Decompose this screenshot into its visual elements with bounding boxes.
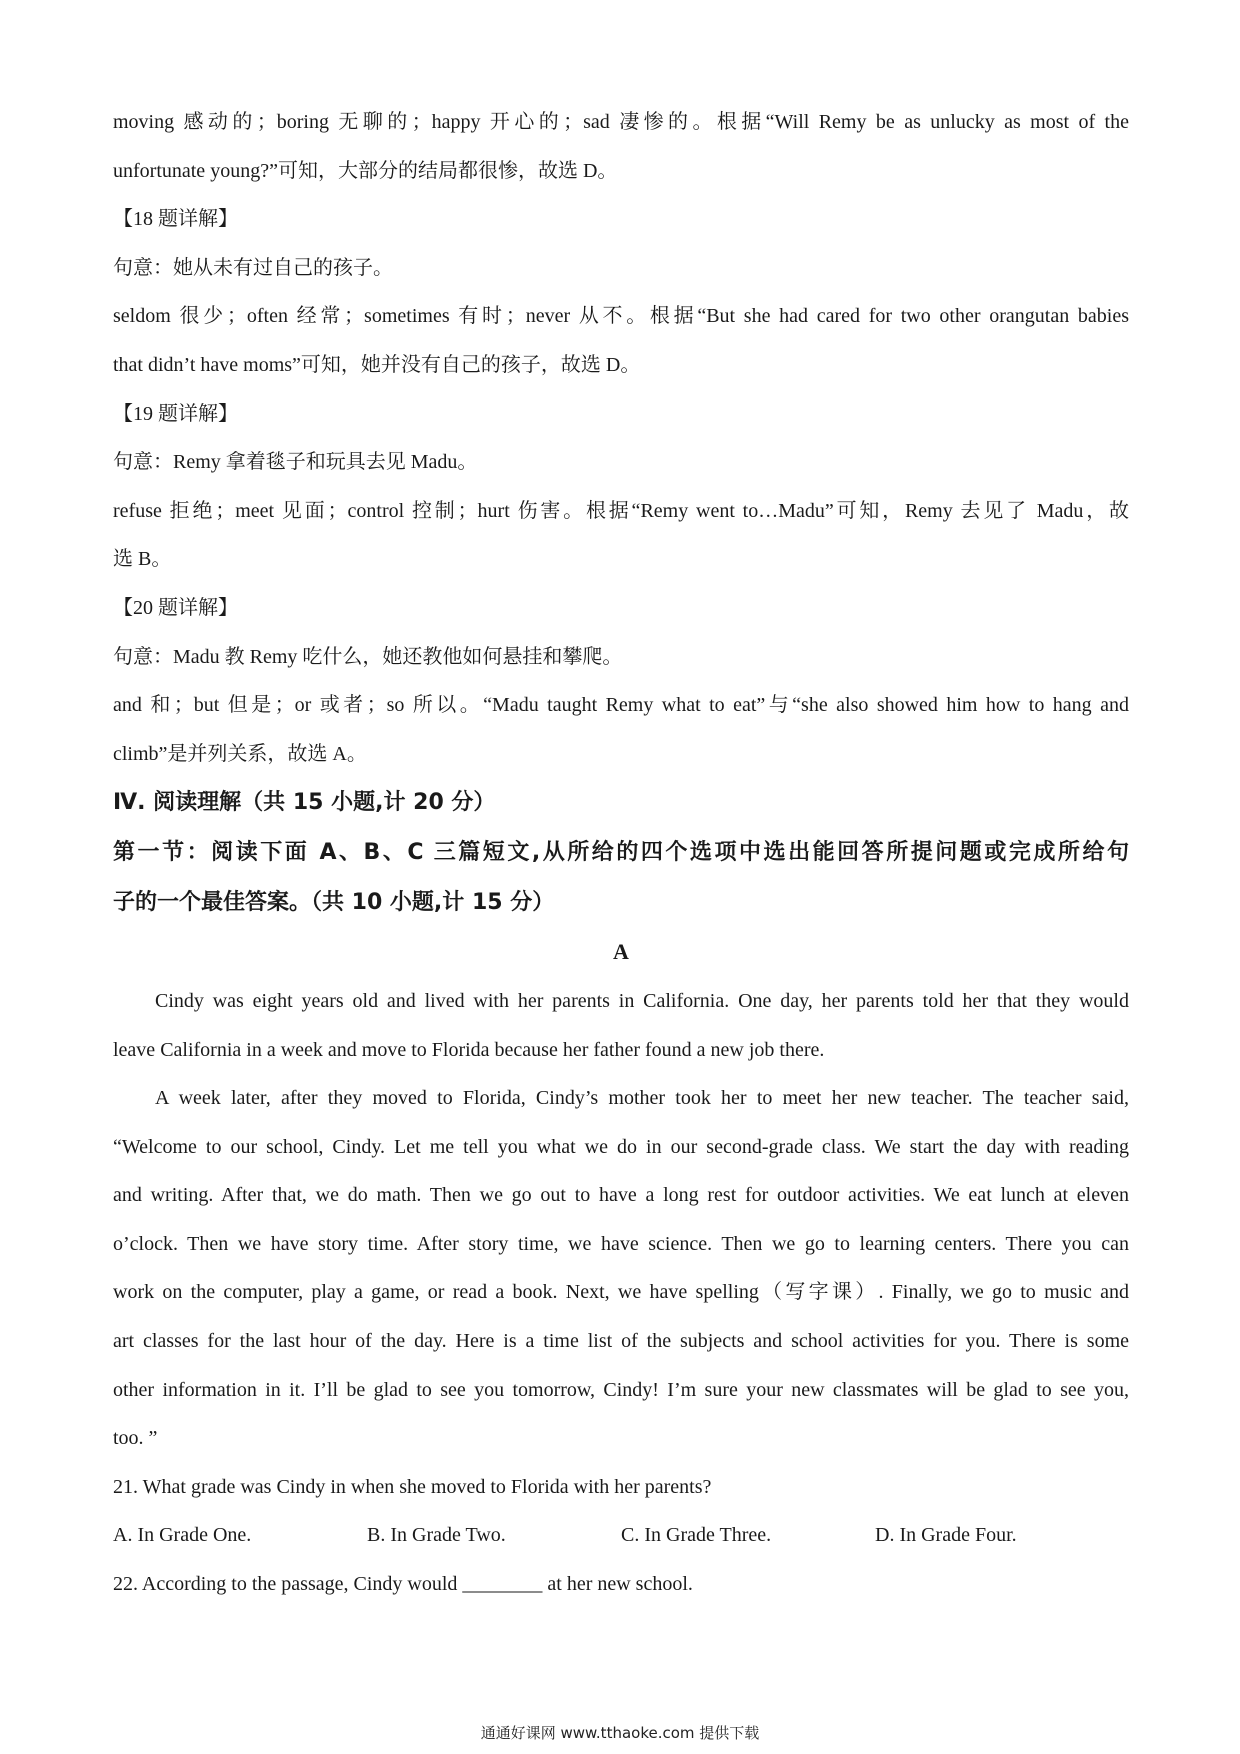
text-line: 句意：Madu 教 Remy 吃什么，她还教他如何悬挂和攀爬。	[113, 645, 623, 668]
section-instruction: 子的一个最佳答案。（共 10 小题,计 15 分）	[113, 890, 555, 916]
page-footer: 通通好课网 www.tthaoke.com 提供下载	[480, 1724, 760, 1742]
passage-paragraph: o’clock. Then we have story time. After story time, we have science. Then we go to learning centers. There you can	[113, 1232, 1129, 1255]
text-line: seldom 很少；often 经常；sometimes 有时；never 从不。根据“But she had cared for two other orangutan babies	[113, 305, 1129, 328]
option-c: C. In Grade Three.	[621, 1524, 772, 1547]
option-d: D. In Grade Four.	[875, 1524, 1017, 1547]
text-line: and 和；but 但是；or 或者；so 所以。“Madu taught Remy what to eat”与“she also showed him how to hang and	[113, 694, 1129, 717]
text-line: 句意：Remy 拿着毯子和玩具去见 Madu。	[113, 451, 478, 474]
section-title: Ⅳ. 阅读理解（共 15 小题,计 20 分）	[113, 790, 496, 816]
question-21: 21. What grade was Cindy in when she moved to Florida with her parents?	[113, 1475, 712, 1498]
text-line: 句意：她从未有过自己的孩子。	[113, 256, 393, 279]
passage-paragraph: and writing. After that, we do math. Then we go out to have a long rest for outdoor activities. We eat lunch at eleven	[113, 1184, 1129, 1207]
text-line: moving 感动的；boring 无聊的；happy 开心的；sad 凄惨的。根据“Will Remy be as unlucky as most of the	[113, 111, 1129, 133]
text-line: that didn’t have moms”可知，她并没有自己的孩子，故选 D。	[113, 353, 641, 376]
question-21-options	[113, 1511, 1129, 1560]
text-line: unfortunate young?”可知，大部分的结局都很惨，故选 D。	[113, 159, 618, 182]
passage-paragraph: leave California in a week and move to Florida because her father found a new job there.	[113, 1038, 825, 1061]
passage-paragraph: art classes for the last hour of the day. Here is a time list of the subjects and school activities for you. There is some	[113, 1330, 1129, 1353]
passage-paragraph: work on the computer, play a game, or read a book. Next, we have spelling（写字课）. Finally, we go to music and	[113, 1281, 1129, 1304]
passage-paragraph: too. ”	[113, 1427, 158, 1450]
section-instruction: 第一节：阅读下面 A、B、C 三篇短文,从所给的四个选项中选出能回答所提问题或完成所给句	[113, 840, 1129, 866]
text-line: refuse 拒绝；meet 见面；control 控制；hurt 伤害。根据“Remy went to…Madu”可知，Remy 去见了 Madu，故	[113, 499, 1129, 522]
option-b: B. In Grade Two.	[367, 1524, 506, 1547]
passage-paragraph: “Welcome to our school, Cindy. Let me tell you what we do in our second-grade class. We start the day with reading	[113, 1135, 1129, 1158]
passage-paragraph: Cindy was eight years old and lived with her parents in California. One day, her parents told her that they would	[155, 989, 1129, 1012]
question-heading-19: 【19 题详解】	[113, 402, 238, 425]
passage-paragraph: other information in it. I’ll be glad to see you tomorrow, Cindy! I’m sure your new classmates will be glad to see you,	[113, 1378, 1129, 1401]
question-heading-20: 【20 题详解】	[113, 596, 238, 619]
question-22: 22. According to the passage, Cindy would ________ at her new school.	[113, 1573, 693, 1596]
text-line: 选 B。	[113, 548, 172, 571]
question-heading-18: 【18 题详解】	[113, 208, 238, 231]
option-a: A. In Grade One.	[113, 1524, 252, 1547]
passage-paragraph: A week later, after they moved to Florida, Cindy’s mother took her to meet her new teacher. The teacher said,	[155, 1087, 1129, 1110]
document-page	[113, 98, 1129, 1609]
passage-label: A	[613, 939, 629, 965]
text-line: climb”是并列关系，故选 A。	[113, 742, 367, 765]
